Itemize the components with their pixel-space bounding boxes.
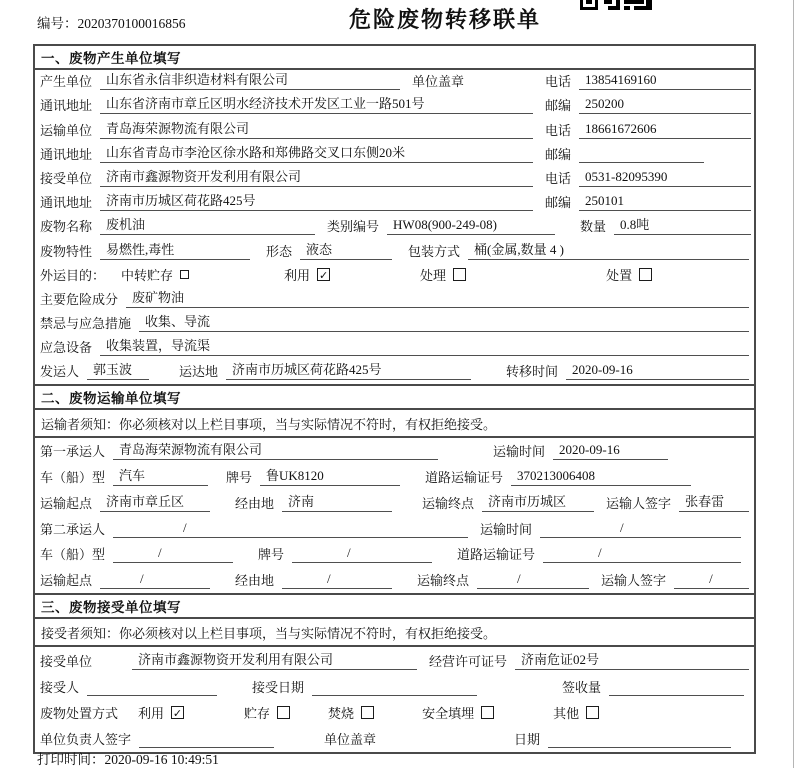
receiving-unit-value: 济南市鑫源物资开发利用有限公司 [132,649,417,670]
packing-value: 桶(金属,数量 4 ) [468,239,749,260]
carrier2-time-value: / [540,520,741,538]
transporter-label: 运输单位 [40,122,93,138]
waste-name-value: 废机油 [100,214,315,235]
producer-phone-label: 电话 [544,74,571,90]
carrier2-via-label: 经由地 [235,573,275,589]
purpose-transfer-storage-label: 中转贮存 [121,267,174,283]
emergency-equipment-value: 收集装置，导流渠 [100,335,749,356]
purpose-use-label: 利用 [284,267,311,283]
producer-value: 山东省永信非织造材料有限公司 [100,69,400,90]
carrier2-vehicle-value: / [113,545,233,563]
disposal-other-label: 其他 [553,706,580,722]
checkbox-checked-icon: ✓ [318,268,329,282]
section-receiver-title: 三、废物接受单位填写 [35,595,754,619]
row-carrier1-vehicle [35,464,754,490]
unit-seal-label: 单位盖章 [412,74,465,90]
carrier2-label: 第二承运人 [40,521,106,537]
quantity-label: 数量 [579,219,606,235]
carrier1-license-label: 道路运输证号 [425,470,504,486]
carrier1-origin-value: 济南市章丘区 [100,491,210,512]
serial-number [37,12,186,32]
carrier1-sign-label: 运输人签字 [606,495,672,511]
taboo-measures-label: 禁忌与应急措施 [40,316,132,332]
transporter-notice: 运输者须知：你必须核对以上栏目事项，当与实际情况不符时，有权拒绝接受。 [35,410,754,438]
purpose-option-transfer-storage [121,265,189,284]
quantity-value: 0.8吨 [614,214,751,235]
receiving-unit-label: 接受单位 [40,653,93,669]
transporter-address-label: 通讯地址 [40,146,93,162]
carrier1-label: 第一承运人 [40,444,106,460]
transfer-date-value: 2020-09-16 [566,362,749,380]
carrier2-value: / [113,520,468,538]
checkbox-icon [277,706,290,719]
hazard-components-value: 废矿物油 [126,287,749,308]
head-signature-label: 单位负责人签字 [40,732,132,748]
receiver-phone-value: 0531-82095390 [579,169,751,187]
row-recipient [35,674,754,700]
section-producer [33,44,756,386]
receiver-address-value: 济南市历城区荷花路425号 [100,190,533,211]
checkbox-icon [481,706,494,719]
page-right-edge [793,0,794,768]
carrier1-vehicle-label: 车（船）型 [40,470,106,486]
waste-form-value: 液态 [300,239,392,260]
carrier2-end-value: / [477,571,589,589]
print-time-label: 打印时间： [37,752,105,767]
disposal-option-incineration [328,703,374,722]
transporter-zip-label: 邮编 [544,146,571,162]
row-waste-character [35,239,754,263]
checkbox-icon [639,268,652,281]
consignor-value: 郭玉波 [87,359,149,380]
carrier1-value: 青岛海荣源物流有限公司 [113,439,438,460]
row-taboo-measures [35,312,754,336]
carrier1-time-label: 运输时间 [493,444,546,460]
carrier2-signature: / [674,571,749,589]
disposal-storage-label: 贮存 [244,706,271,722]
carrier2-time-label: 运输时间 [480,521,533,537]
row-disposal-method [35,700,754,726]
row-consignor [35,360,754,384]
producer-zip-value: 250200 [579,96,751,114]
qr-code-fragment [580,0,652,10]
section-transporter-title: 二、废物运输单位填写 [35,386,754,410]
producer-zip-label: 邮编 [544,98,571,114]
carrier1-via-value: 济南 [282,491,392,512]
row-emergency-equipment [35,336,754,360]
purpose-option-disposal [606,265,652,284]
producer-address-label: 通讯地址 [40,98,93,114]
carrier1-end-value: 济南市历城区 [482,491,594,512]
disposal-option-use [138,703,184,722]
signed-amount-label: 签收量 [562,679,602,695]
carrier2-origin-value: / [100,571,210,589]
checkbox-icon [361,706,374,719]
producer-address-value: 山东省济南市章丘区明水经济技术开发区工业一路501号 [100,93,533,114]
row-carrier2 [35,516,754,542]
signed-amount-value [609,694,744,696]
serial-label: 编号： [37,16,78,31]
row-producer [35,70,754,94]
consignor-label: 发运人 [40,364,80,380]
receive-date-label: 接受日期 [252,679,305,695]
purpose-disposal-label: 处置 [606,267,633,283]
row-receiving-unit [35,647,754,673]
disposal-method-label: 废物处置方式 [40,706,119,722]
receiver-label: 接受单位 [40,170,93,186]
carrier1-via-label: 经由地 [235,495,275,511]
print-time-value: 2020-09-16 10:49:51 [104,752,219,767]
row-waste-name [35,215,754,239]
permit-number-value: 济南危证02号 [515,649,749,670]
carrier1-time-value: 2020-09-16 [553,442,668,460]
carrier2-sign-label: 运输人签字 [601,573,667,589]
carrier2-via-value: / [282,571,392,589]
disposal-incineration-label: 焚烧 [328,706,355,722]
waste-character-value: 易燃性,毒性 [100,239,250,260]
disposal-option-landfill [422,703,494,722]
row-receiver [35,167,754,191]
transporter-phone-value: 18661672606 [579,121,751,139]
transporter-value: 青岛海荣源物流有限公司 [100,118,533,139]
purpose-treatment-label: 处理 [420,267,447,283]
row-transporter [35,118,754,142]
carrier1-plate-value: 鲁UK8120 [260,465,400,486]
permit-number-label: 经营许可证号 [429,653,508,669]
destination-value: 济南市历城区荷花路425号 [226,359,471,380]
carrier1-end-label: 运输终点 [422,495,475,511]
recipient-label: 接受人 [40,679,80,695]
transporter-zip-value [579,161,704,163]
row-hazard-components [35,288,754,312]
carrier2-origin-label: 运输起点 [40,573,93,589]
row-carrier2-route [35,567,754,593]
row-carrier2-vehicle [35,542,754,568]
taboo-measures-value: 收集、导流 [139,311,749,332]
section-transporter [33,384,756,595]
section-receiver [33,593,756,754]
receiver-notice: 接受者须知：你必须核对以上栏目事项，当与实际情况不符时，有权拒绝接受。 [35,619,754,647]
checkbox-icon [180,270,189,279]
waste-form-label: 形态 [266,243,293,259]
carrier2-plate-label: 牌号 [258,547,285,563]
carrier2-license-value: / [543,545,741,563]
section-producer-title: 一、废物产生单位填写 [35,46,754,70]
carrier2-license-label: 道路运输证号 [457,547,536,563]
row-carrier1 [35,438,754,464]
producer-phone-value: 13854169160 [579,72,751,90]
waste-name-label: 废物名称 [40,219,93,235]
row-transporter-address [35,143,754,167]
print-time [37,748,219,768]
disposal-option-storage [244,703,290,722]
document-header [0,0,796,44]
disposal-option-other [553,703,599,722]
carrier2-end-label: 运输终点 [417,573,470,589]
receiver-seal-label: 单位盖章 [324,732,377,748]
row-receiver-address [35,191,754,215]
category-code-label: 类别编号 [327,219,380,235]
document-title: 危险废物转移联单 [348,7,541,32]
carrier2-vehicle-label: 车（船）型 [40,547,106,563]
disposal-landfill-label: 安全填埋 [422,706,475,722]
hazard-components-label: 主要危险成分 [40,291,119,307]
purpose-option-treatment [420,265,466,284]
receiver-zip-value: 250101 [579,193,751,211]
receiver-phone-label: 电话 [544,170,571,186]
category-code-value: HW08(900-249-08) [387,217,555,235]
carrier1-signature: 张春雷 [679,491,749,512]
transporter-phone-label: 电话 [544,122,571,138]
receive-sign-date-value [548,746,731,748]
carrier2-plate-value: / [292,545,432,563]
purpose-option-use [284,265,330,284]
carrier1-vehicle-value: 汽车 [113,465,208,486]
transporter-address-value: 山东省青岛市李沧区徐水路和郑佛路交叉口东侧20米 [100,142,533,163]
serial-value: 2020370100016856 [77,16,186,31]
row-carrier1-route [35,490,754,516]
carrier1-origin-label: 运输起点 [40,495,93,511]
emergency-equipment-label: 应急设备 [40,340,93,356]
transfer-date-label: 转移时间 [506,364,559,380]
transfer-purpose-label: 外运目的： [40,267,106,283]
receive-sign-date-label: 日期 [514,732,541,748]
carrier1-plate-label: 牌号 [226,470,253,486]
receiver-value: 济南市鑫源物资开发利用有限公司 [100,166,533,187]
checkbox-icon [453,268,466,281]
row-producer-address [35,94,754,118]
checkbox-icon [586,706,599,719]
receiver-zip-label: 邮编 [544,195,571,211]
receiver-address-label: 通讯地址 [40,195,93,211]
carrier1-license-value: 370213006408 [511,468,691,486]
disposal-use-label: 利用 [138,706,165,722]
receive-date-value [312,694,477,696]
checkbox-checked-icon: ✓ [172,707,183,721]
producer-label: 产生单位 [40,74,93,90]
manifest-form [33,44,756,754]
destination-label: 运达地 [179,364,219,380]
row-transfer-purpose [35,264,754,288]
packing-label: 包装方式 [408,243,461,259]
recipient-value [87,694,217,696]
waste-character-label: 废物特性 [40,243,93,259]
